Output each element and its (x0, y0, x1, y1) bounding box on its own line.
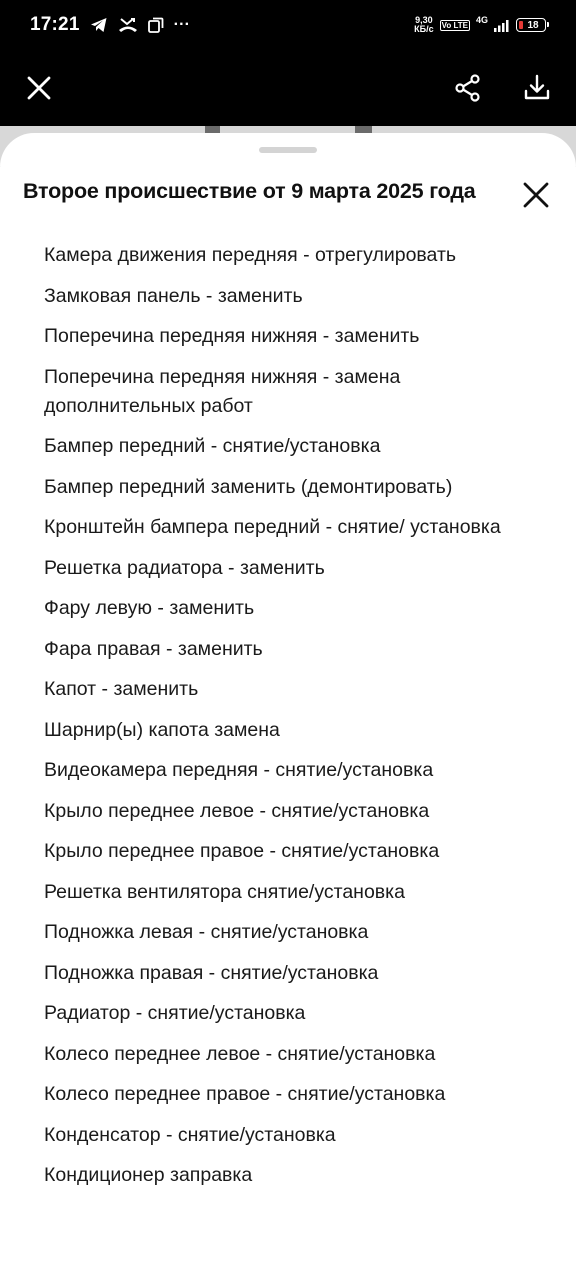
list-item: Фару левую - заменить (44, 597, 255, 619)
battery-icon (516, 18, 546, 32)
list-item: Колесо переднее правое - снятие/установка (44, 1083, 446, 1105)
battery-fill (519, 21, 523, 29)
network-speed-value: 9,30 (415, 15, 433, 25)
close-icon (26, 75, 52, 101)
list-item: Видеокамера передняя - снятие/установка (44, 759, 434, 781)
repair-items-list (44, 241, 544, 1202)
list-item: Кондиционер заправка (44, 1164, 253, 1186)
status-right (414, 16, 546, 34)
list-item: Подножка правая - снятие/установка (44, 961, 379, 984)
list-item: Замковая панель - заменить (44, 284, 303, 307)
battery-level: 18 (527, 19, 539, 31)
list-item: Бампер передний - снятие/установка (44, 435, 381, 457)
list-item: Подножка левая - снятие/установка (44, 921, 369, 943)
list-item: Решетка вентилятора снятие/установка (44, 880, 405, 903)
list-item: Кронштейн бампера передний - снятие/ установка (44, 516, 501, 538)
list-item: Решетка радиатора - заменить (44, 556, 325, 579)
volte-badge: Vo LTE (441, 20, 468, 30)
drag-handle[interactable] (259, 147, 317, 153)
share-button[interactable] (446, 66, 490, 110)
share-icon (453, 73, 483, 103)
network-type: 4G (475, 15, 488, 25)
list-item: Поперечина передняя нижняя - заменить (44, 325, 420, 347)
list-item: Бампер передний заменить (демонтировать) (44, 475, 453, 498)
status-time: 17:21 (30, 14, 80, 35)
overflow-dots: ··· (173, 16, 191, 33)
network-speed-unit: КБ/с (414, 24, 434, 34)
status-left (30, 14, 190, 36)
list-item: Конденсатор - снятие/установка (44, 1123, 336, 1146)
telegram-icon (90, 17, 108, 33)
list-item: Фара правая - заменить (44, 637, 263, 660)
viewer-toolbar (0, 50, 576, 128)
download-button[interactable] (515, 66, 559, 110)
list-item: Крыло переднее правое - снятие/установка (44, 840, 440, 862)
list-item: Поперечина передняя нижняя - замена дополнительных работ (44, 365, 401, 417)
close-icon (523, 182, 549, 208)
sheet-close-button[interactable] (518, 177, 554, 213)
download-icon (522, 73, 552, 103)
network-speed (414, 16, 433, 34)
signal-icon (494, 18, 510, 32)
list-item: Крыло переднее левое - снятие/установка (44, 799, 430, 822)
list-item: Радиатор - снятие/установка (44, 1002, 306, 1024)
list-item: Шарнир(ы) капота замена (44, 718, 280, 741)
close-viewer-button[interactable] (17, 66, 61, 110)
copy-icon (148, 17, 164, 33)
list-item: Колесо переднее левое - снятие/установка (44, 1042, 436, 1065)
list-item: Капот - заменить (44, 678, 199, 700)
bottom-sheet (0, 133, 576, 1280)
status-bar (0, 0, 576, 50)
sheet-title: Второе происшествие от 9 марта 2025 года (23, 179, 476, 203)
list-item: Камера движения передняя - отрегулировать (44, 244, 457, 266)
missed-call-icon (118, 17, 138, 33)
